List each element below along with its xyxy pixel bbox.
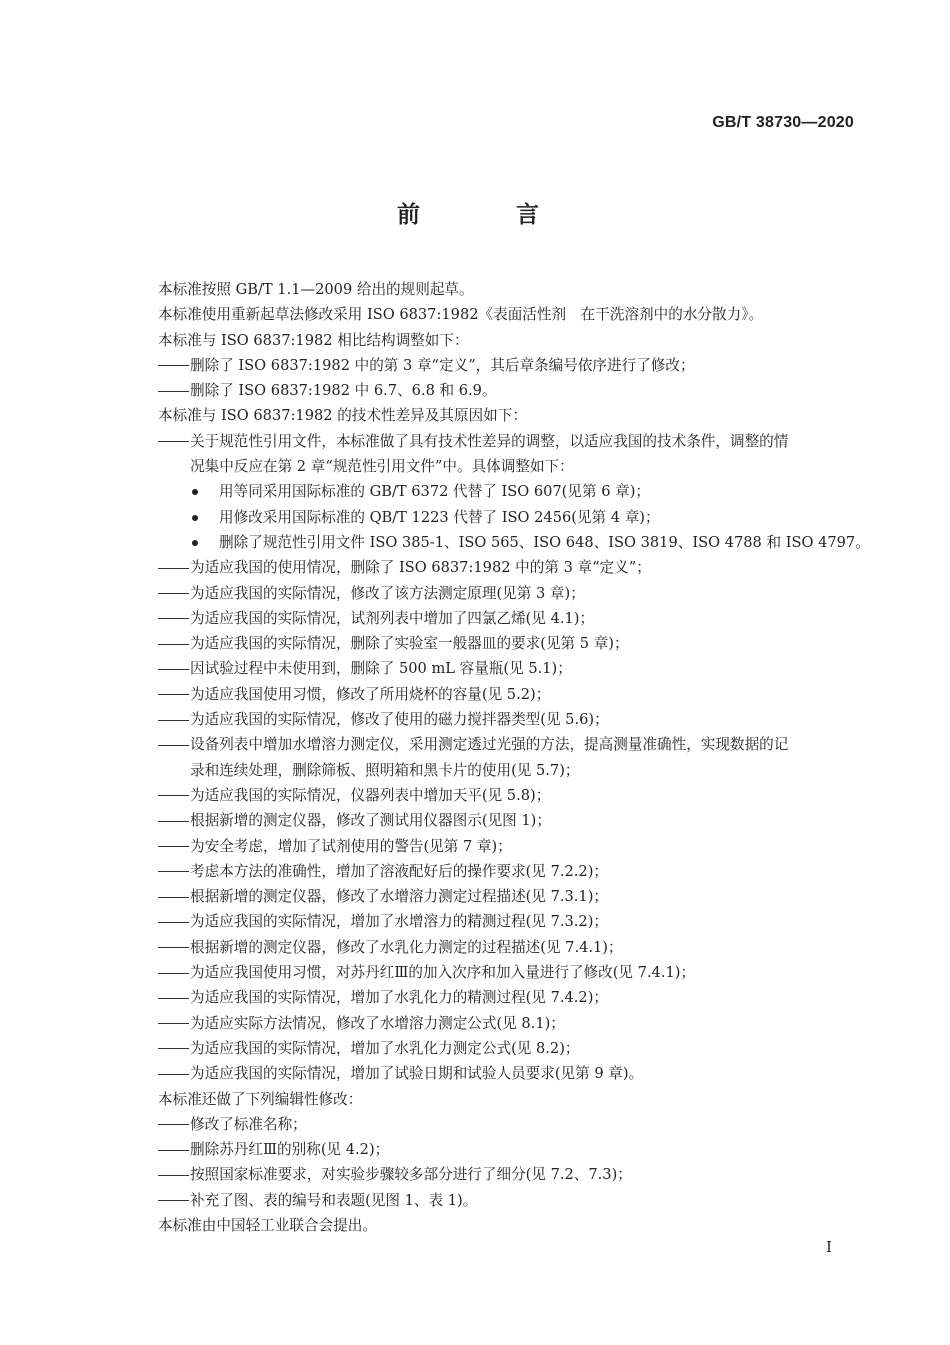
- dash-list-item: [158, 1061, 858, 1086]
- line-text: 删除了 ISO 6837:1982 中 6.7、6.8 和 6.9。: [190, 382, 497, 400]
- dash-list-item: [158, 606, 858, 631]
- line-text: 修改了标准名称；: [190, 1115, 307, 1133]
- dash-list-item: [158, 960, 858, 985]
- dash-list-item: [158, 909, 858, 934]
- line-text: 删除了 ISO 6837:1982 中的第 3 章“定义”，其后章条编号依序进行了修改；: [190, 356, 695, 374]
- dash-list-item: [158, 707, 858, 732]
- dash-list-item: [158, 1188, 858, 1213]
- em-dash-marker: [158, 1048, 189, 1049]
- dash-list-item: [158, 1162, 858, 1187]
- line-text: 本标准按照 GB/T 1.1—2009 给出的规则起草。: [158, 281, 474, 298]
- line-text: 为适应我国的实际情况，修改了该方法测定原理(见第 3 章)；: [190, 584, 585, 602]
- em-dash-marker: [158, 947, 189, 948]
- bullet-item: [158, 530, 870, 555]
- em-dash-marker: [158, 1150, 189, 1151]
- line-text: 为适应我国的使用情况，删除了 ISO 6837:1982 中的第 3 章“定义”；: [190, 559, 651, 577]
- paragraph: [158, 1213, 858, 1238]
- line-text: 关于规范性引用文件，本标准做了具有技术性差异的调整，以适应我国的技术条件，调整的情: [190, 432, 789, 450]
- em-dash-marker: [158, 669, 189, 670]
- line-text: 设备列表中增加水增溶力测定仪，采用测定透过光强的方法，提高测量准确性，实现数据的记: [190, 736, 789, 754]
- line-text: 本标准与 ISO 6837:1982 的技术性差异及其原因如下：: [158, 407, 527, 425]
- line-text: 本标准还做了下列编辑性修改：: [158, 1090, 363, 1108]
- em-dash-marker: [158, 618, 189, 619]
- dash-list-item: [158, 353, 858, 378]
- dash-list-item: [158, 859, 858, 884]
- line-text: 为适应我国的实际情况，修改了使用的磁力搅拌器类型(见 5.6)；: [190, 711, 609, 729]
- dash-list-item: [158, 783, 858, 808]
- foreword-body: [158, 277, 870, 1238]
- line-text: 为适应我国使用习惯，修改了所用烧杯的容量(见 5.2)；: [190, 685, 551, 703]
- line-text: 用修改采用国际标准的 QB/T 1223 代替了 ISO 2456(见第 4 章)；: [219, 508, 660, 526]
- dash-list-item: [158, 429, 858, 454]
- em-dash-marker: [158, 821, 189, 822]
- em-dash-marker: [158, 568, 189, 569]
- line-text: 本标准使用重新起草法修改采用 ISO 6837:1982《表面活性剂 在干洗溶剂中的水分散力》。: [158, 306, 764, 324]
- line-text: 为适应我国的实际情况，仪器列表中增加天平(见 5.8)；: [190, 786, 551, 804]
- em-dash-marker: [158, 1023, 189, 1024]
- dash-list-item: [158, 378, 858, 403]
- line-text: 补充了图、表的编号和表题(见图 1、表 1)。: [190, 1191, 478, 1209]
- em-dash-marker: [158, 441, 189, 442]
- em-dash-marker: [158, 871, 189, 872]
- dash-list-item: [158, 808, 858, 833]
- line-text: 根据新增的测定仪器，修改了水增溶力测定过程描述(见 7.3.1)；: [190, 888, 609, 906]
- em-dash-marker: [158, 745, 189, 746]
- line-text: 本标准与 ISO 6837:1982 相比结构调整如下：: [158, 331, 469, 349]
- em-dash-marker: [158, 365, 189, 366]
- em-dash-marker: [158, 644, 189, 645]
- bullet-item: [158, 479, 858, 504]
- line-text: 为适应我国的实际情况，增加了试验日期和试验人员要求(见第 9 章)。: [190, 1065, 644, 1083]
- em-dash-marker: [158, 694, 189, 695]
- bullet-icon: [192, 540, 198, 546]
- dash-list-item: [158, 555, 858, 580]
- line-text: 根据新增的测定仪器，修改了水乳化力测定的过程描述(见 7.4.1)；: [190, 938, 623, 956]
- page-title: 前 言: [396, 202, 583, 228]
- paragraph: [158, 403, 858, 428]
- dash-list-item: [158, 1011, 858, 1036]
- dash-list-item: [158, 834, 858, 859]
- paragraph: [158, 1087, 858, 1112]
- line-text: 用等同采用国际标准的 GB/T 6372 代替了 ISO 607(见第 6 章)；: [219, 483, 650, 501]
- em-dash-marker: [158, 1200, 189, 1201]
- dash-list-item: [158, 884, 858, 909]
- em-dash-marker: [158, 897, 189, 898]
- em-dash-marker: [158, 1074, 189, 1075]
- line-text: 因试验过程中未使用到，删除了 500 mL 容量瓶(见 5.1)；: [190, 660, 572, 678]
- line-text: 本标准由中国轻工业联合会提出。: [158, 1216, 377, 1234]
- dash-list-item: [158, 682, 858, 707]
- line-text: 为安全考虑，增加了试剂使用的警告(见第 7 章)；: [190, 837, 512, 855]
- em-dash-marker: [158, 846, 189, 847]
- line-text: 删除了规范性引用文件 ISO 385-1、ISO 565、ISO 648、ISO 3819、ISO 4788 和 ISO 4797。: [219, 533, 870, 551]
- dash-list-item: [158, 985, 858, 1010]
- em-dash-marker: [158, 593, 189, 594]
- paragraph: [158, 302, 858, 327]
- line-text: 按照国家标准要求，对实验步骤较多部分进行了细分(见 7.2、7.3)；: [190, 1166, 632, 1184]
- line-text: 根据新增的测定仪器，修改了测试用仪器图示(见图 1)；: [190, 812, 551, 830]
- line-text: 为适应实际方法情况，修改了水增溶力测定公式(见 8.1)；: [190, 1014, 565, 1032]
- standard-number: GB/T 38730—2020: [712, 114, 854, 131]
- em-dash-marker: [158, 391, 189, 392]
- em-dash-marker: [158, 998, 189, 999]
- em-dash-marker: [158, 973, 189, 974]
- continuation-line: [158, 454, 858, 479]
- paragraph: [158, 328, 858, 353]
- dash-list-item: [158, 732, 858, 757]
- em-dash-marker: [158, 720, 189, 721]
- dash-list-item: [158, 1112, 858, 1137]
- paragraph: [158, 277, 858, 302]
- continuation-line: [158, 758, 858, 783]
- dash-list-item: [158, 581, 858, 606]
- em-dash-marker: [158, 922, 189, 923]
- dash-list-item: [158, 631, 858, 656]
- dash-list-item: [158, 1036, 858, 1061]
- em-dash-marker: [158, 1124, 189, 1125]
- dash-list-item: [158, 1137, 858, 1162]
- bullet-item: [158, 505, 858, 530]
- bullet-icon: [192, 489, 198, 495]
- line-text: 考虑本方法的准确性，增加了溶液配好后的操作要求(见 7.2.2)；: [190, 862, 609, 880]
- bullet-icon: [192, 515, 198, 521]
- line-text: 为适应我国的实际情况，删除了实验室一般器皿的要求(见第 5 章)；: [190, 635, 629, 653]
- page-number: I: [826, 1238, 832, 1256]
- line-text: 为适应我国的实际情况，增加了水乳化力的精测过程(见 7.4.2)；: [190, 989, 609, 1007]
- line-text: 删除苏丹红Ⅲ的别称(见 4.2)；: [190, 1141, 390, 1159]
- line-text: 为适应我国的实际情况，增加了水增溶力的精测过程(见 7.3.2)；: [190, 913, 609, 931]
- em-dash-marker: [158, 795, 189, 796]
- line-text: 录和连续处理，删除筛板、照明箱和黑卡片的使用(见 5.7)；: [190, 761, 580, 779]
- line-text: 为适应我国使用习惯，对苏丹红Ⅲ的加入次序和加入量进行了修改(见 7.4.1)；: [190, 964, 696, 982]
- line-text: 况集中反应在第 2 章“规范性引用文件”中。具体调整如下：: [190, 458, 574, 476]
- dash-list-item: [158, 935, 858, 960]
- dash-list-item: [158, 656, 858, 681]
- line-text: 为适应我国的实际情况，增加了水乳化力测定公式(见 8.2)；: [190, 1039, 580, 1057]
- line-text: 为适应我国的实际情况，试剂列表中增加了四氯乙烯(见 4.1)；: [190, 609, 595, 627]
- em-dash-marker: [158, 1175, 189, 1176]
